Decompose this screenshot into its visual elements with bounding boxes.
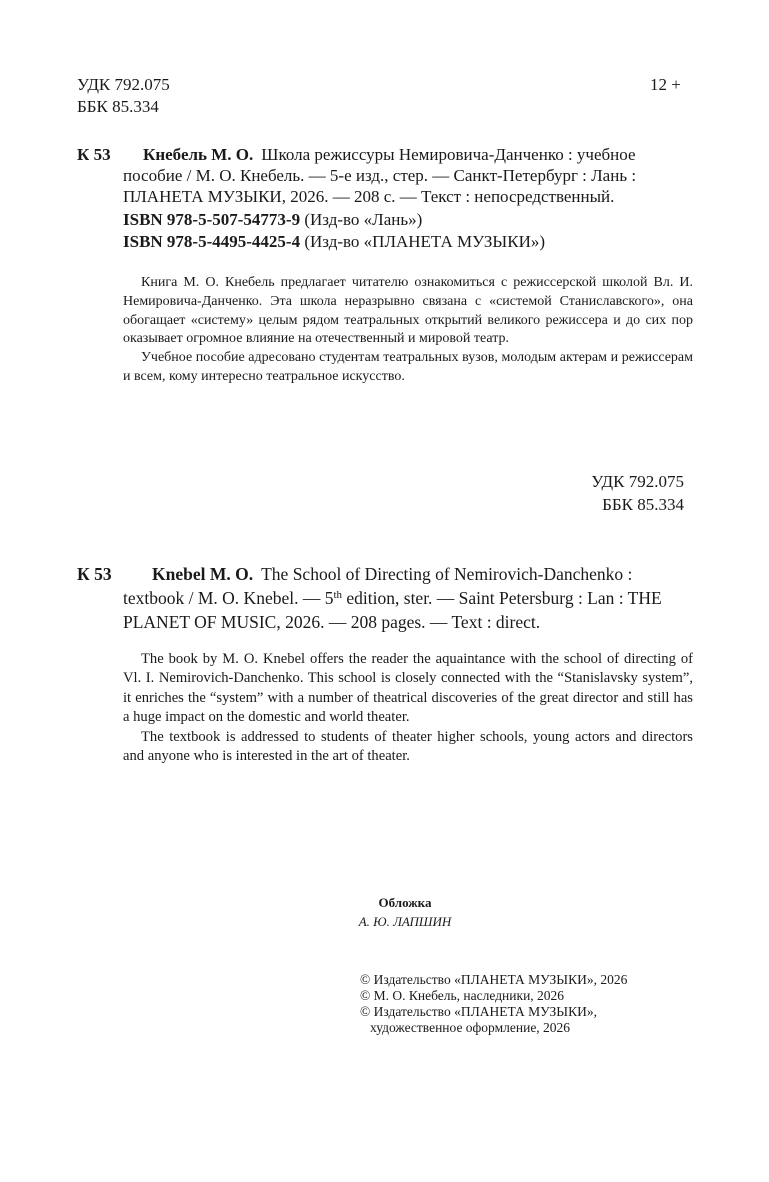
udk-bbk-block-top (77, 74, 170, 118)
isbn-publisher: (Изд-во «ПЛАНЕТА МУЗЫКИ») (304, 232, 546, 251)
en-catalog-entry (77, 562, 689, 634)
bbk-code-top: ББК 85.334 (77, 97, 159, 116)
ru-annotation-paragraph: Книга М. О. Кнебель предлагает читателю ознакомиться с режиссерской школой Вл. И. Немировича-Данченко. Эта школа неразрывно связана с «системой Станиславского», она обогащает «систему» целым рядом театральных открытий великого режиссера и до сих пор оказывает огромное влияние на отечественный и мировой театр. (123, 275, 693, 347)
age-rating: 12 + (650, 75, 681, 94)
ru-catalog-title: Школа режиссуры Немировича-Данченко : учебное (261, 145, 636, 164)
en-annotation-paragraph: The book by M. O. Knebel offers the reader the aquaintance with the school of directing of Vl. I. Nemirovich-Danchenko. This school is closely connected with the “Stanislavsky system”, it enriches the “system” with a number of theatrical discoveries of the great director and still has a huge impact on the domestic and world theater. (123, 651, 693, 726)
ru-catalog-code: К 53 (77, 145, 111, 164)
en-catalog-line2 (77, 586, 689, 610)
isbn-publisher: (Изд-во «Лань») (304, 210, 423, 229)
ru-annotation-paragraph: Учебное пособие адресовано студентам театральных вузов, молодым актерам и режиссерам и всем, кому интересно театральное искусство. (123, 350, 693, 384)
ru-catalog-entry (77, 144, 689, 207)
en-annotation (123, 650, 693, 766)
cover-label: Обложка (378, 895, 432, 910)
copyright-block (360, 972, 627, 1036)
isbn-number: ISBN 978-5-507-54773-9 (123, 210, 301, 229)
isbn-list (123, 209, 545, 253)
cover-artist: А. Ю. ЛАПШИН (358, 914, 452, 929)
bbk-code-right: ББК 85.334 (602, 495, 684, 514)
edition-superscript: th (333, 589, 343, 601)
ru-catalog-line1 (77, 144, 689, 165)
copyright-line: © Издательство «ПЛАНЕТА МУЗЫКИ», 2026 (360, 972, 628, 987)
ru-catalog-author: Кнебель М. О. (143, 145, 254, 164)
copyright-line: © М. О. Кнебель, наследники, 2026 (360, 988, 565, 1003)
udk-code-right: УДК 792.075 (591, 472, 684, 491)
ru-annotation (123, 274, 693, 387)
isbn-item (123, 209, 545, 231)
copyright-line: © Издательство «ПЛАНЕТА МУЗЫКИ», (360, 1004, 597, 1019)
en-catalog-title: The School of Directing of Nemirovich-Danchenko : (261, 564, 633, 584)
ru-catalog-line2: пособие / М. О. Кнебель. — 5-е изд., стер. — Санкт-Петербург : Лань : (123, 166, 637, 185)
ru-catalog-line3: ПЛАНЕТА МУЗЫКИ, 2026. — 208 с. — Текст : непосредственный. (123, 187, 615, 206)
en-catalog-line3: PLANET OF MUSIC, 2026. — 208 pages. — Text : direct. (123, 612, 541, 632)
en-annotation-paragraph: The textbook is addressed to students of theater higher schools, young actors and directors and anyone who is interested in the art of theater. (123, 728, 693, 765)
copyright-line: художественное оформление, 2026 (370, 1020, 571, 1035)
cover-credit (340, 893, 470, 931)
isbn-item (123, 231, 545, 253)
en-catalog-line1 (77, 562, 689, 586)
udk-bbk-block-right (560, 470, 684, 516)
en-catalog-line2-a: textbook / M. O. Knebel. — 5 (123, 588, 334, 608)
udk-code-top: УДК 792.075 (77, 75, 170, 94)
en-catalog-line2-b: edition, ster. — Saint Petersburg : Lan : THE (342, 588, 662, 608)
en-catalog-code: К 53 (77, 564, 112, 584)
en-catalog-author: Knebel M. O. (152, 564, 254, 584)
isbn-number: ISBN 978-5-4495-4425-4 (123, 232, 301, 251)
